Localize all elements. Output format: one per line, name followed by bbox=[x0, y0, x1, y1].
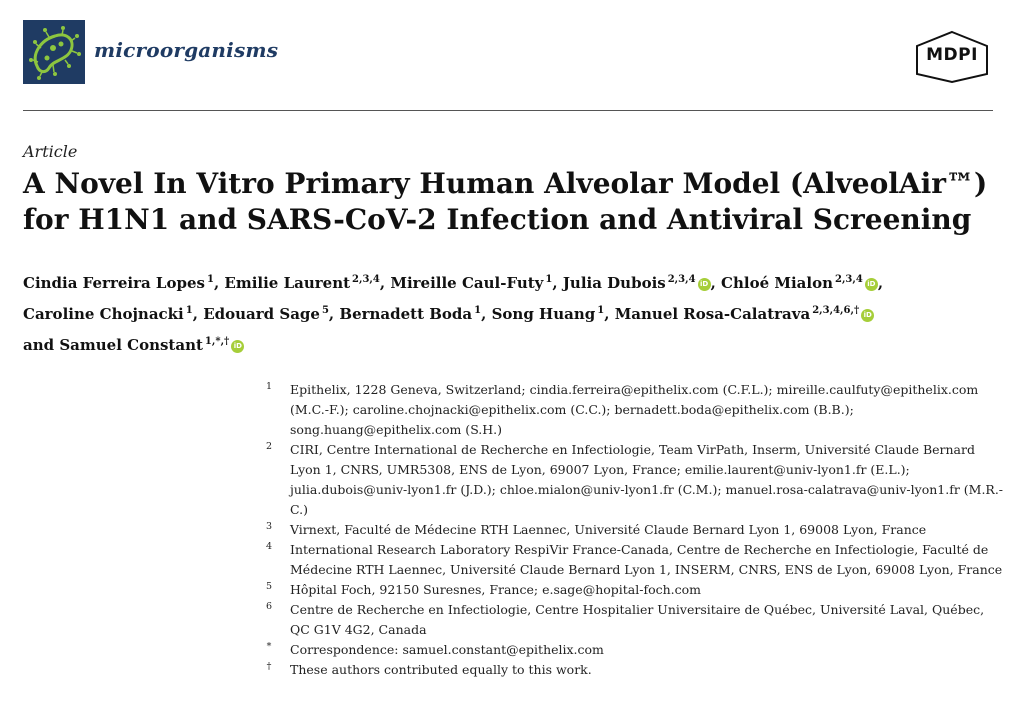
author-name-text: Manuel Rosa-Calatrava bbox=[614, 305, 811, 323]
affiliation-text: Epithelix, 1228 Geneva, Switzerland; cindia.ferreira@epithelix.com (C.F.L.); mireille.caulfuty@epithelix.com (M.C.-F.); caroline.chojnacki@epithelix.com (C.C.); bernadett.boda@epithelix.com (B.B.); song.huang@epithelix.com (S.H.) bbox=[290, 382, 979, 437]
author-separator: , bbox=[877, 274, 884, 292]
affiliation-text: International Research Laboratory RespiVir France-Canada, Centre de Recherche en Infectiologie, Faculté de Médecine RTH Laennec, Université Claude Bernard Lyon 1, INSERM, CNRS, ENS de Lyon, 69008 Lyon, France bbox=[290, 542, 1003, 577]
author-separator: , bbox=[604, 305, 610, 323]
affiliation-text: Centre de Recherche en Infectiologie, Centre Hospitalier Universitaire de Québec, Université Laval, Québec, QC G1V 4G2, Canada bbox=[290, 602, 985, 637]
author-separator: , bbox=[328, 305, 335, 323]
affiliation-list bbox=[262, 380, 1007, 680]
author-separator: , bbox=[213, 274, 220, 292]
author-name-text: Cindia Ferreira Lopes bbox=[23, 274, 205, 292]
author-affiliation-marks: 1,*,† bbox=[204, 336, 230, 347]
affiliation-item bbox=[262, 660, 1007, 680]
affiliation-mark: 4 bbox=[265, 541, 273, 552]
publisher-name: MDPI bbox=[926, 45, 978, 65]
affiliation-item bbox=[262, 600, 1007, 640]
author-name bbox=[721, 274, 883, 292]
affiliation-mark: † bbox=[266, 661, 272, 672]
author-affiliation-marks: 2,3,4 bbox=[667, 274, 696, 285]
author-affiliation-marks: 2,3,4 bbox=[834, 274, 863, 285]
affiliation-mark: 2 bbox=[265, 441, 273, 452]
author-separator: , bbox=[379, 274, 386, 292]
author-affiliation-marks: 1 bbox=[206, 274, 214, 285]
affiliation-item bbox=[262, 640, 1007, 660]
affiliation-item bbox=[262, 540, 1007, 580]
author-name-text: Emilie Laurent bbox=[224, 274, 351, 292]
author-name bbox=[492, 305, 610, 323]
author-name bbox=[203, 305, 334, 323]
author-separator: , bbox=[710, 274, 716, 292]
affiliation-mark: 3 bbox=[265, 521, 273, 532]
author-affiliation-marks: 5 bbox=[321, 305, 329, 316]
affiliation-item bbox=[262, 580, 1007, 600]
author-list bbox=[23, 266, 1013, 359]
author-affiliation-marks: 2,3,4 bbox=[352, 274, 380, 285]
author-name bbox=[615, 305, 875, 323]
author-name-text: Chloé Mialon bbox=[721, 274, 833, 292]
author-affiliation-marks: 1 bbox=[474, 305, 482, 316]
affiliation-mark: * bbox=[266, 641, 272, 652]
article-type: Article bbox=[23, 142, 78, 161]
author-name bbox=[23, 274, 219, 292]
microbe-icon bbox=[23, 20, 85, 84]
author-name-text: Bernadett Boda bbox=[339, 305, 473, 323]
publisher-logo[interactable] bbox=[913, 30, 991, 84]
author-affiliation-marks: 1 bbox=[597, 305, 605, 316]
author-name-text: Edouard Sage bbox=[203, 305, 320, 323]
affiliation-mark: 6 bbox=[265, 601, 273, 612]
affiliation-text: Correspondence: samuel.constant@epithelix.com bbox=[290, 642, 604, 657]
orcid-icon[interactable]: iD bbox=[698, 278, 711, 291]
author-affiliation-marks: 1 bbox=[185, 305, 193, 316]
affiliation-mark: 5 bbox=[265, 581, 273, 592]
author-affiliation-marks: 1 bbox=[545, 274, 553, 285]
journal-logo bbox=[23, 20, 85, 84]
orcid-icon[interactable]: iD bbox=[865, 278, 878, 291]
affiliation-text: CIRI, Centre International de Recherche en Infectiologie, Team VirPath, Inserm, Université Claude Bernard Lyon 1, CNRS, UMR5308, ENS de Lyon, 69007 Lyon, France; emilie.laurent@univ-lyon1.fr (E.L.); julia.dubois@univ-lyon1.fr (J.D.); chloe.mialon@univ-lyon1.fr (C.M.); manuel.rosa-calatrava@univ-lyon1.fr (M.R.-C.) bbox=[290, 442, 1004, 517]
header-divider bbox=[23, 110, 993, 111]
affiliation-mark: 1 bbox=[265, 381, 273, 392]
author-name-text: Song Huang bbox=[491, 305, 596, 323]
author-name bbox=[23, 305, 198, 323]
affiliation-text: Virnext, Faculté de Médecine RTH Laennec, Université Claude Bernard Lyon 1, 69008 Lyon, France bbox=[290, 522, 927, 537]
author-name-text: Caroline Chojnacki bbox=[23, 305, 184, 323]
journal-name[interactable]: microorganisms bbox=[94, 38, 279, 62]
author-name bbox=[563, 274, 716, 292]
orcid-icon[interactable]: iD bbox=[861, 309, 874, 322]
author-separator: , bbox=[552, 274, 558, 292]
author-name bbox=[390, 274, 557, 292]
article-title: A Novel In Vitro Primary Human Alveolar Model (AlveolAir™) for H1N1 and SARS-CoV-2 Infection and Antiviral Screening bbox=[23, 167, 988, 236]
author-name-text: Julia Dubois bbox=[562, 274, 666, 292]
author-affiliation-marks: 2,3,4,6,† bbox=[812, 305, 860, 316]
author-separator: , bbox=[481, 305, 487, 323]
author-name bbox=[224, 274, 385, 292]
author-name-text: Mireille Caul-Futy bbox=[390, 274, 544, 292]
orcid-icon[interactable]: iD bbox=[231, 340, 244, 353]
author-name bbox=[23, 336, 244, 354]
affiliation-item bbox=[262, 520, 1007, 540]
author-separator: , bbox=[192, 305, 198, 323]
author-name-text: and Samuel Constant bbox=[23, 336, 203, 354]
affiliation-text: These authors contributed equally to this work. bbox=[290, 662, 592, 677]
author-name bbox=[339, 305, 486, 323]
affiliation-item bbox=[262, 380, 1007, 440]
affiliation-item bbox=[262, 440, 1007, 520]
affiliation-text: Hôpital Foch, 92150 Suresnes, France; e.sage@hopital-foch.com bbox=[290, 582, 702, 597]
